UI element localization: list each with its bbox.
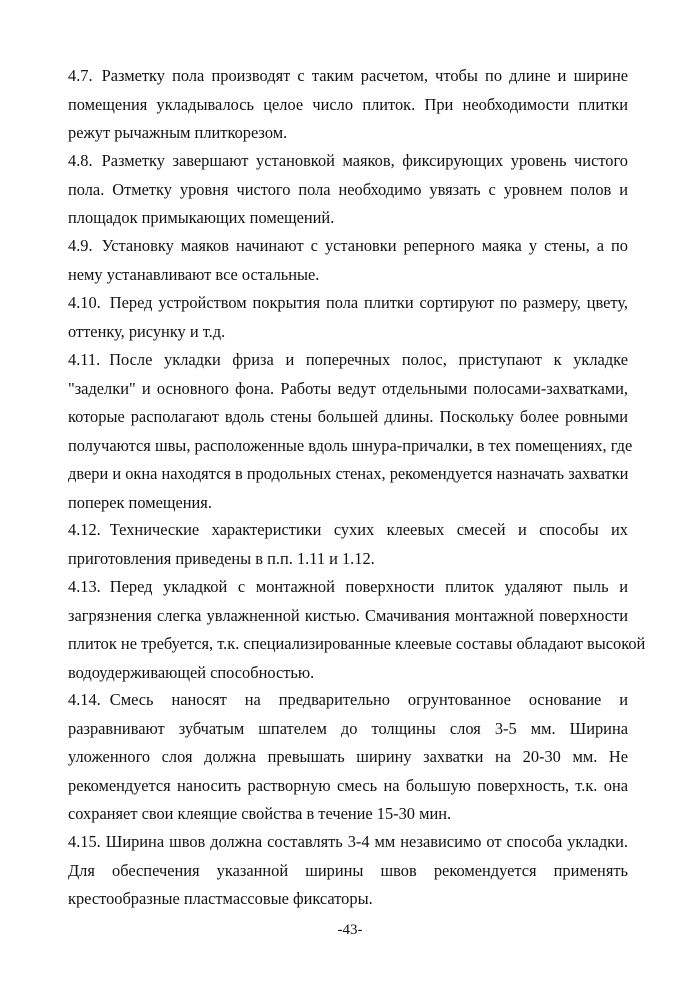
paragraph-line: [68, 62, 628, 91]
paragraph-line: [68, 289, 628, 318]
paragraph-line: [68, 686, 628, 715]
line-text: После укладки фриза и поперечных полос, приступают к укладке: [109, 350, 628, 369]
paragraph-line: нему устанавливают все остальные.: [68, 264, 320, 284]
paragraph-line: рекомендуется наносить растворную смесь на большую поверхность, т.к. она: [68, 775, 628, 795]
paragraph-line: помещения укладывалось целое число плиток. При необходимости плитки: [68, 94, 628, 114]
paragraph-line: получаются швы, расположенные вдоль шнура-причалки, в тех помещениях, где: [68, 435, 633, 455]
paragraph-4-11: [68, 346, 633, 517]
line-text: Ширина швов должна составлять 3-4 мм независимо от способа укладки.: [105, 832, 628, 851]
line-text: Перед укладкой с монтажной поверхности плиток удаляют пыль и: [109, 577, 628, 596]
paragraph-4-9: [68, 232, 628, 289]
paragraph-line: которые располагают вдоль стены большей длины. Поскольку более ровными: [68, 407, 628, 426]
paragraph-number: 4.10.: [68, 293, 101, 312]
paragraph-number: 4.12.: [68, 520, 101, 539]
paragraph-4-8: [68, 147, 628, 233]
paragraph-line: [68, 573, 628, 602]
paragraph-4-10: [68, 289, 628, 346]
paragraph-number: 4.14.: [68, 690, 101, 709]
paragraph-line: уложенного слоя должна превышать ширину захватки на 20-30 мм. Не: [68, 747, 628, 766]
paragraph-number: 4.9.: [68, 236, 93, 255]
paragraph-number: 4.11.: [68, 350, 101, 369]
paragraph-number: 4.8.: [68, 151, 93, 170]
paragraph-line: [68, 232, 628, 261]
paragraph-number: 4.15.: [68, 832, 101, 851]
paragraph-line: разравнивают зубчатым шпателем до толщины слоя 3-5 мм. Ширина: [68, 718, 628, 738]
line-text: Перед устройством покрытия пола плитки сортируют по размеру, цвету,: [109, 293, 628, 312]
paragraph-line: плиток не требуется, т.к. специализированные клеевые составы обладают высокой: [68, 634, 646, 653]
paragraph-number: 4.7.: [68, 66, 93, 85]
paragraph-line: Для обеспечения указанной ширины швов рекомендуется применять: [68, 860, 628, 880]
paragraph-4-12: [68, 516, 628, 573]
paragraph-line: поперек помещения.: [68, 492, 212, 512]
paragraph-line: [68, 346, 628, 375]
paragraph-line: водоудерживающей способностью.: [68, 662, 315, 682]
paragraph-4-15: [68, 828, 628, 914]
paragraph-line: пола. Отметку уровня чистого пола необходимо увязать с уровнем полов и: [68, 179, 628, 199]
line-text: Разметку завершают установкой маяков, фиксирующих уровень чистого: [101, 151, 628, 170]
line-text: Технические характеристики сухих клеевых смесей и способы их: [109, 520, 628, 539]
line-text: Установку маяков начинают с установки реперного маяка у стены, а по: [101, 236, 628, 255]
line-text: Разметку пола производят с таким расчетом, чтобы по длине и ширине: [101, 66, 628, 85]
paragraph-line: [68, 828, 628, 857]
paragraph-4-13: [68, 573, 646, 687]
paragraph-number: 4.13.: [68, 577, 101, 596]
paragraph-line: крестообразные пластмассовые фиксаторы.: [68, 889, 373, 908]
paragraph-4-7: [68, 62, 628, 148]
paragraph-line: "заделки" и основного фона. Работы ведут отдельными полосами-захватками,: [68, 378, 628, 398]
paragraph-line: загрязнения слегка увлажненной кистью. Смачивания монтажной поверхности: [68, 605, 628, 625]
paragraph-line: двери и окна находятся в продольных стенах, рекомендуется назначать захватки: [68, 464, 629, 483]
paragraph-line: площадок примыкающих помещений.: [68, 208, 335, 227]
paragraph-line: оттенку, рисунку и т.д.: [68, 321, 226, 341]
paragraph-line: [68, 147, 628, 176]
paragraph-4-14: [68, 686, 628, 829]
paragraph-line: сохраняет свои клеящие свойства в течение 15-30 мин.: [68, 804, 452, 823]
page-number: -43-: [337, 922, 363, 938]
line-text: Смесь наносят на предварительно огрунтованное основание и: [109, 690, 628, 709]
paragraph-line: [68, 516, 628, 545]
paragraph-line: приготовления приведены в п.п. 1.11 и 1.12.: [68, 548, 375, 568]
paragraph-line: режут рычажным плиткорезом.: [68, 123, 288, 142]
